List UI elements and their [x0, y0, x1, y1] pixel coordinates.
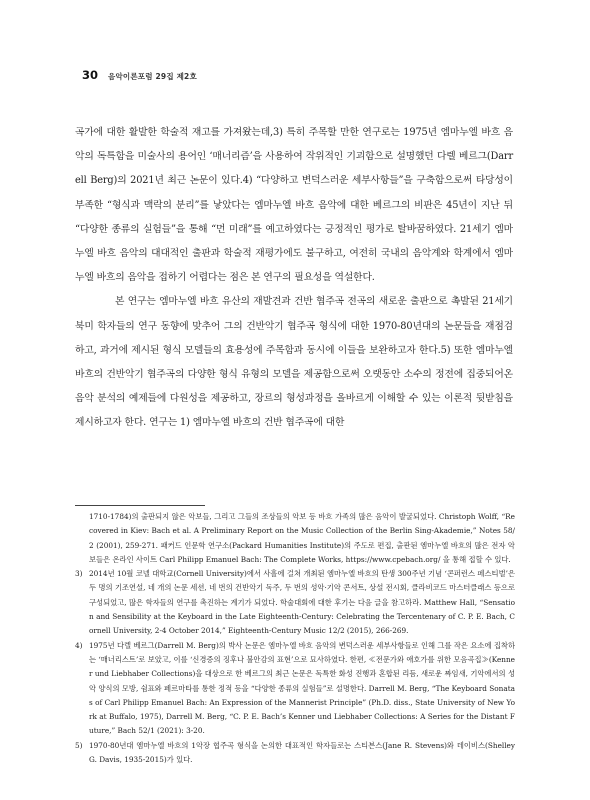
journal-title: 음악이론포럼 29집 제2호: [108, 72, 197, 81]
footnote-continuation: [75, 510, 515, 567]
footnote-3: [75, 567, 515, 638]
footnote-text: 1975년 다렐 베르그(Darrell M. Berg)의 박사 논문은 엠마누엘 바흐 음악의 변덕스러운 세부사항들로 인해 그를 작은 요소에 집착하는 ‘매너리스트’로 보았고, 이를 ‘신경증의 징후나 불안감의 표현’으로 묘사하였다. 한편, ≪전문가와 애호가를 위한 모음곡집≫(Kenner und Liebhaber Collections)을 대상으로 한 베르그의 최근 논문은 독특한 화성 진행과 혼합된 리듬, 새로운 짜임새, 기악에서의 성악 양식의 모방, 쉼표와 페르마타를 통한 정적 등을 “다양한 종류의 실험들”로 설명한다. Darrell M. Berg, “The Keyboard Sonatas of Carl Philipp Emanuel Bach: An Expression of the Mannerist Principle” (Ph.D. diss., State University of New York at Buffalo, 1975), Darrell M. Berg, “C. P. E. Bach’s Kenner und Liebhaber Collections: A Series for the Distant Future,” Bach 52/1 (2021): 3-20.: [89, 640, 515, 736]
footnote-text: 1970-80년대 엠마누엘 바흐의 1악장 협주곡 형식을 논의한 대표적인 학자들로는 스티븐스(Jane R. Stevens)와 데이비스(Shelley G. Davis, 1935-2015)가 있다.: [89, 740, 515, 765]
main-text: [75, 121, 513, 436]
footnote-text: 2014년 10월 코넬 대학교(Cornell University)에서 사흘에 걸쳐 개최된 엠마누엘 바흐의 탄생 300주년 기념 ‘콘퍼런스 페스티벌’은 두 명의 기조연설, 네 개의 논문 세션, 네 번의 건반악기 독주, 두 번의 성악·기악 콘서트, 상설 전시회, 클라비코드 마스터클래스 등으로 구성되었고, 많은 학자들의 연구를 촉진하는 계기가 되었다. 학술대회에 대한 후기는 다음 글을 참고하라. Matthew Hall, “Sensation and Sensibility at the Keyboard in the Late Eighteenth-Century: Celebrating the Tercentenary of C. P. E. Bach, Cornell University, 2-4 October 2014,” Eighteenth-Century Music 12/2 (2015), 266-269.: [89, 569, 515, 636]
body-paragraph-1: 곡가에 대한 활발한 학술적 재고를 가져왔는데,3) 특히 주목할 만한 연구로는 1975년 엠마누엘 바흐 음악의 독특함을 미술사의 용어인 ‘매너리즘’을 사용하여 작위적인 기괴함으로 설명했던 다렐 베르그(Darrell Berg)의 2021년 최근 논문이 있다.4) “다양하고 변덕스러운 세부사항들”을 구축함으로써 타당성이 부족한 “형식과 맥락의 분리”를 낳았다는 엠마누엘 바흐 음악에 대한 베르그의 비판은 45년이 지난 뒤 “다양한 종류의 실험들”을 통해 “먼 미래”를 예고하였다는 긍정적인 평가로 탈바꿈하였다. 21세기 엠마누엘 바흐 음악의 대대적인 출판과 학술적 재평가에도 불구하고, 여전히 국내의 음악계와 학계에서 엠마누엘 바흐의 음악을 접하기 어렵다는 점은 본 연구의 필요성을 역설한다.: [75, 127, 513, 284]
footnote-number: 5): [75, 740, 83, 750]
footnote-text: 1710-1784)의 출판되지 않은 악보들, 그리고 그들의 조상들의 악보 등 바흐 가족의 많은 음악이 발굴되었다. Christoph Wolff, “Recovered in Kiev: Bach et al. A Preliminary Report on the Music Collection of the Berlin Sing-Akademie,” Notes 58/2 (2001), 259-271. 패커드 인문학 연구소(Packard Humanities Institute)의 주도로 편집, 출판된 엠마누엘 바흐의 많은 전자 악보들은 온라인 사이트 Carl Philipp Emanuel Bach: The Complete Works, https://www.cpebach.org/ 을 통해 접할 수 있다.: [89, 512, 515, 564]
footnote-4: [75, 639, 515, 739]
footnotes: [75, 510, 515, 767]
footnote-separator: [75, 505, 205, 506]
body-paragraph-2: 본 연구는 엠마누엘 바흐 유산의 재발견과 건반 협주곡 전곡의 새로운 출판으로 촉발된 21세기 북미 학자들의 연구 동향에 맞추어 그의 건반악기 협주곡 형식에 대한 1970-80년대의 논문들을 재점검하고, 과거에 제시된 형식 모델들의 효용성에 주목함과 동시에 이들을 보완하고자 한다.5) 또한 엠마누엘 바흐의 건반악기 협주곡의 다양한 형식 유형의 모델을 제공함으로써 오랫동안 소수의 정전에 집중되어온 음악 분석의 예제들에 다원성을 제공하고, 장르의 형성과정을 올바르게 이해할 수 있는 이론적 뒷받침을 제시하고자 한다. 연구는 1) 엠마누엘 바흐의 건반 협주곡에 대한: [75, 296, 513, 429]
running-header: [82, 68, 197, 84]
footnote-5: [75, 739, 515, 768]
page-number: 30: [82, 68, 99, 82]
footnote-number: 4): [75, 640, 83, 650]
footnote-number: 3): [75, 569, 83, 579]
